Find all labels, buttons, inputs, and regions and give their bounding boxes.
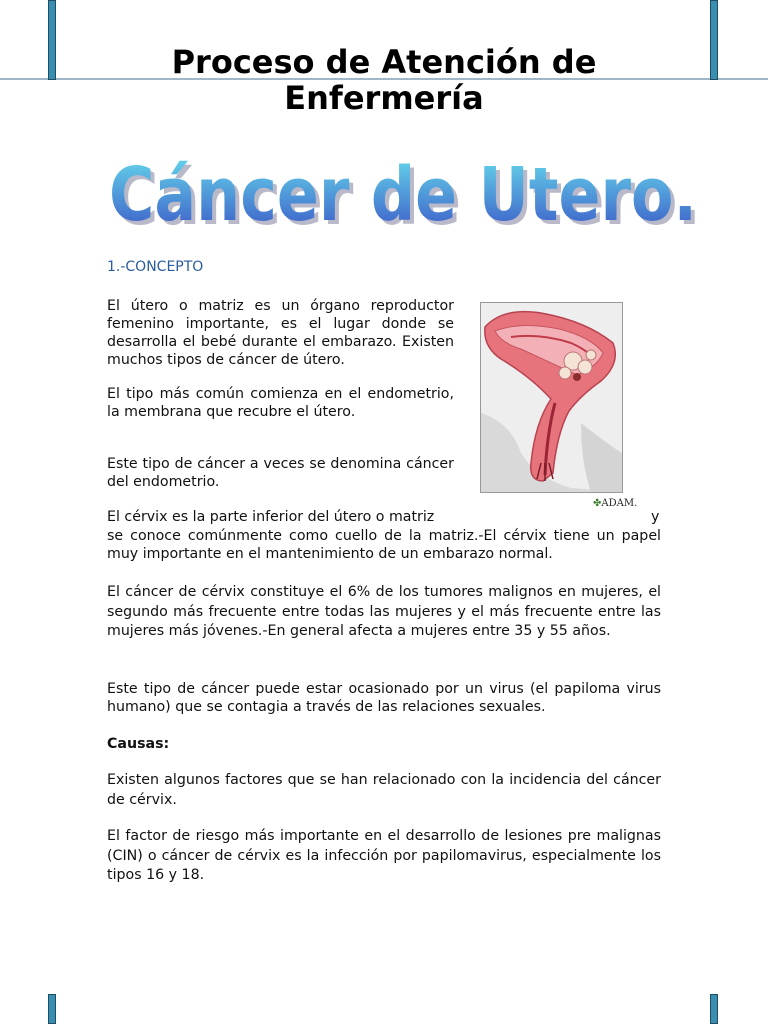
uterus-drawing xyxy=(481,303,622,492)
causas-heading: Causas: xyxy=(107,736,170,752)
paragraph-8: El factor de riesgo más importante en el desarrollo de lesiones pre malignas (CIN) o cáncer de cérvix es la infección por papilomavirus, especialmente los tipos 16 y 18. xyxy=(107,828,661,883)
page-border-top-right xyxy=(710,0,718,80)
adam-leaf-icon: ✤ xyxy=(593,498,602,509)
page-border-top-left xyxy=(48,0,56,80)
section-heading-concepto: 1.-CONCEPTO xyxy=(107,259,204,275)
page-border-bottom-right xyxy=(710,994,718,1024)
paragraph-4-start: El cérvix es la parte inferior del útero o matriz xyxy=(107,509,435,525)
paragraph-5: El cáncer de cérvix constituye el 6% de los tumores malignos en mujeres, el segundo más frecuente entre todas las mujeres y el más frecuente entre las mujeres más jóvenes.-En general afecta a mujeres entre 35 y 55 años. xyxy=(107,584,661,639)
paragraph-2: El tipo más común comienza en el endometrio, la membrana que recubre el útero. xyxy=(107,386,454,420)
paragraph-4-line1 xyxy=(107,508,661,526)
paragraph-1: El útero o matriz es un órgano reproductor femenino importante, es el lugar donde se desarrolla el bebé durante el embarazo. Existen muchos tipos de cáncer de útero. xyxy=(107,298,454,368)
page-border-bottom-left xyxy=(48,994,56,1024)
wordart-shadow: Cáncer de Utero. xyxy=(113,156,701,242)
paragraph-7: Existen algunos factores que se han relacionado con la incidencia del cáncer de cérvix. xyxy=(107,772,661,808)
paragraph-4-rest: se conoce comúnmente como cuello de la matriz.-El cérvix tiene un papel muy importante en el mantenimiento de un embarazo normal. xyxy=(107,528,661,562)
wordart-title xyxy=(100,142,710,242)
paragraph-6: Este tipo de cáncer puede estar ocasionado por un virus (el papiloma virus humano) que se contagia a través de las relaciones sexuales. xyxy=(107,681,661,715)
figure-credit-text: ADAM. xyxy=(601,498,638,509)
uterus-illustration xyxy=(480,302,623,493)
document-title: Proceso de Atención de Enfermería xyxy=(171,43,597,117)
wordart-text: Cáncer de Utero. xyxy=(109,152,697,238)
paragraph-4-y: y xyxy=(651,509,660,525)
figure-credit xyxy=(593,498,637,509)
paragraph-3: Este tipo de cáncer a veces se denomina cáncer del endometrio. xyxy=(107,456,454,490)
